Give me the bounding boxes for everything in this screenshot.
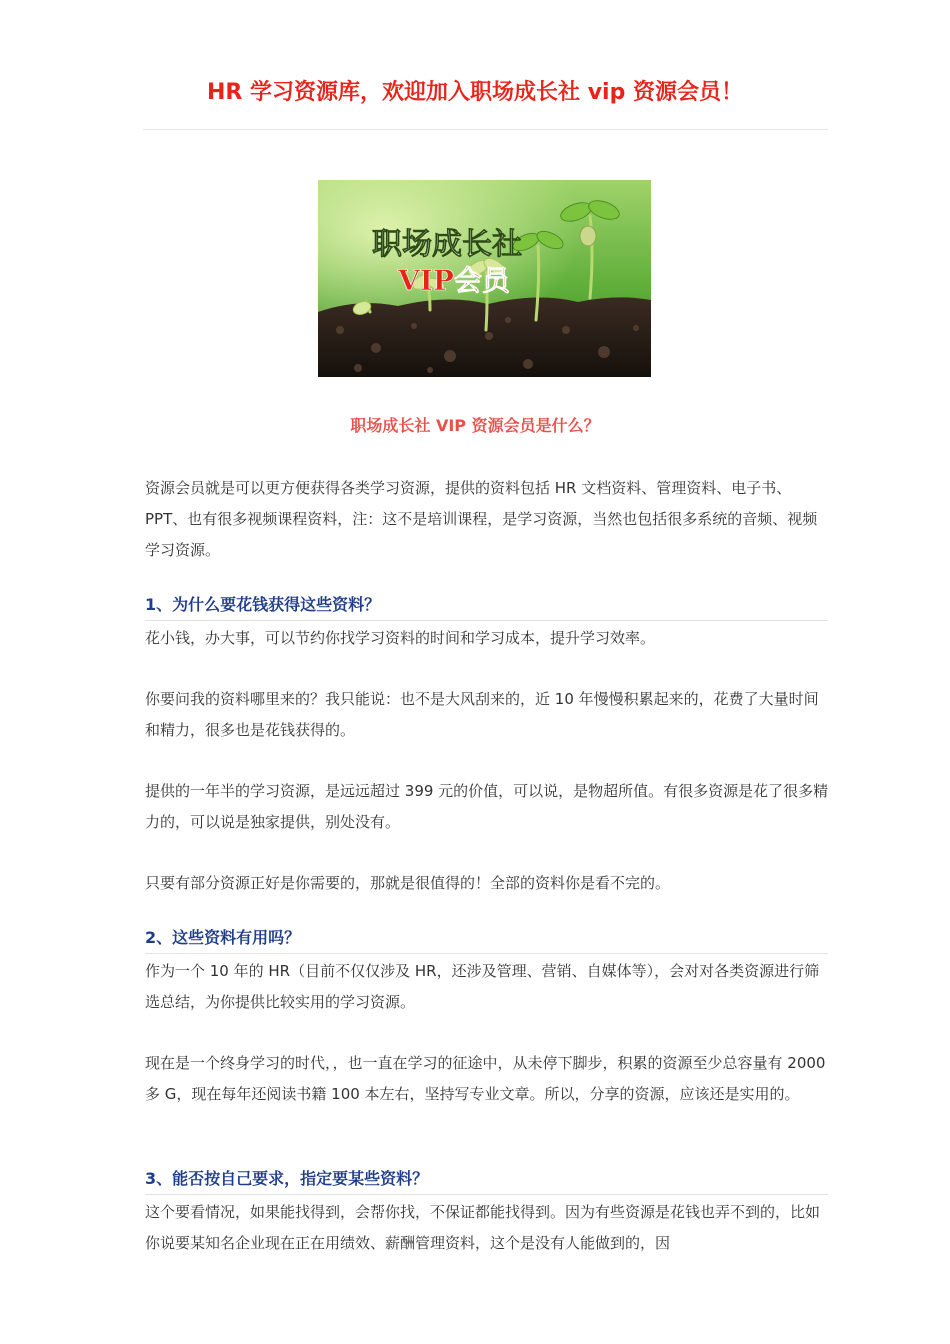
paragraph: 这个要看情况，如果能找得到，会帮你找，不保证都能找得到。因为有些资源是花钱也弄不到的，比如你说要某知名企业现在正在用绩效、薪酬管理资料，这个是没有人能做到的，因 — [145, 1203, 821, 1252]
paragraph: 提供的一年半的学习资源，是远远超过 399 元的价值，可以说，是物超所值。有很多资源是花了很多精力的，可以说是独家提供，别处没有。 — [145, 782, 829, 831]
paragraph: 作为一个 10 年的 HR（目前不仅仅涉及 HR，还涉及管理、营销、自媒体等），会对对各类资源进行筛选总结，为你提供比较实用的学习资源。 — [145, 962, 820, 1011]
banner-line1: 职场成长社 — [372, 227, 522, 262]
paragraph: 花小钱，办大事，可以节约你找学习资料的时间和学习成本，提升学习效率。 — [145, 629, 656, 647]
paragraph: 只要有部分资源正好是你需要的，那就是很值得的！全部的资料你是看不完的。 — [145, 874, 671, 892]
question-2-heading: 2、这些资料有用吗？ — [145, 926, 828, 954]
paragraph: 现在是一个终身学习的时代，，也一直在学习的征途中，从未停下脚步，积累的资源至少总容量有 2000 多 G，现在每年还阅读书籍 100 本左右，坚持写专业文章。所以，分享的资源，应该还是实用的。 — [145, 1054, 826, 1103]
banner-image — [318, 180, 651, 377]
title-divider — [143, 129, 828, 130]
section-subheading: 职场成长社 VIP 资源会员是什么？ — [350, 416, 600, 435]
question-3-heading: 3、能否按自己要求，指定要某些资料？ — [145, 1167, 828, 1195]
intro-paragraph: 资源会员就是可以更方便获得各类学习资源，提供的资料包括 HR 文档资料、管理资料、电子书、PPT、也有很多视频课程资料，注：这不是培训课程，是学习资源，当然也包括很多系统的音频、视频学习资源。 — [145, 479, 818, 559]
paragraph: 你要问我的资料哪里来的？我只能说：也不是大风刮来的，近 10 年慢慢积累起来的，花费了大量时间和精力，很多也是花钱获得的。 — [145, 690, 819, 739]
question-1-heading: 1、为什么要花钱获得这些资料？ — [145, 593, 828, 621]
page-title: HR 学习资源库，欢迎加入职场成长社 vip 资源会员！ — [207, 80, 743, 105]
banner-line2: VIP会员 — [398, 264, 510, 297]
banner-illustration — [318, 180, 651, 377]
